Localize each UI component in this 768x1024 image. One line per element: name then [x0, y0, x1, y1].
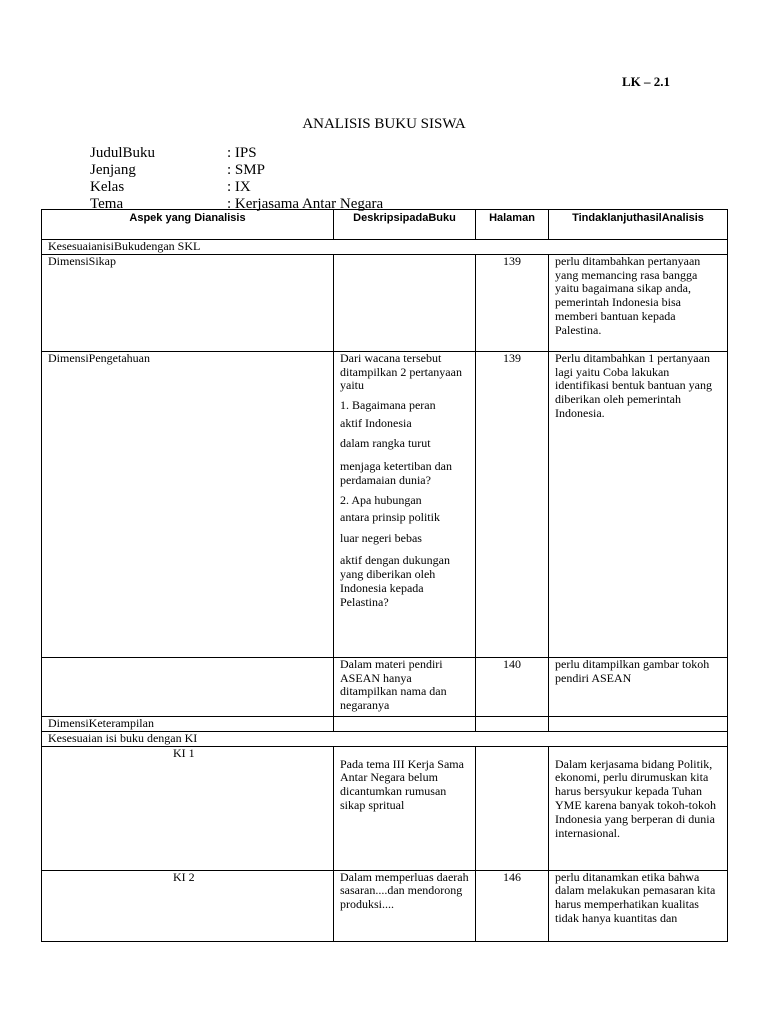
- info-label: Tema: [90, 196, 124, 212]
- table-header-row: [42, 210, 728, 240]
- page-title: ANALISIS BUKU SISWA: [302, 116, 466, 132]
- info-row-class: [90, 179, 383, 196]
- section-label: KesesuaianisiBukudengan SKL: [42, 240, 728, 255]
- page-cell: 139: [476, 254, 549, 351]
- table-row: [42, 351, 728, 657]
- section-label: Kesesuaian isi buku dengan KI: [42, 731, 728, 746]
- aspect-cell: [42, 657, 334, 716]
- description-text: luar negeri bebas: [340, 530, 422, 545]
- section-row-ki: [42, 731, 728, 746]
- header-followup: TindaklanjuthasilAnalisis: [549, 210, 728, 240]
- info-value: : SMP: [227, 162, 265, 178]
- description-cell: Pada tema III Kerja Sama Antar Negara belum dicantumkan rumusan sikap spritual: [334, 746, 476, 870]
- info-row-title: [90, 145, 383, 162]
- analysis-table: [41, 209, 728, 942]
- description-cell: [334, 254, 476, 351]
- aspect-cell: KI 2: [42, 870, 334, 941]
- page-cell: [476, 746, 549, 870]
- aspect-cell: DimensiPengetahuan: [42, 351, 334, 657]
- book-info: [90, 145, 383, 213]
- info-label: Jenjang: [90, 162, 136, 178]
- description-text: aktif Indonesia: [340, 415, 412, 430]
- description-cell: [334, 716, 476, 731]
- followup-cell: perlu ditanamkan etika bahwa dalam melakukan pemasaran kita harus memperhatikan kualitas tidak hanya kuantitas dan: [549, 870, 728, 941]
- info-value: : Kerjasama Antar Negara: [227, 196, 384, 212]
- followup-cell: Dalam kerjasama bidang Politik, ekonomi, perlu dirumuskan kita harus bersyukur kepada Tuhan YME karena banyak tokoh-tokoh Indonesia yang berperan di dunia internasional.: [549, 746, 728, 870]
- table-row: [42, 746, 728, 870]
- description-cell: Dalam memperluas daerah sasaran....dan mendorong produksi....: [334, 870, 476, 941]
- info-label: JudulBuku: [90, 145, 156, 161]
- description-cell: [334, 351, 476, 657]
- aspect-cell: DimensiKeterampilan: [42, 716, 334, 731]
- info-value: : IPS: [227, 145, 257, 161]
- description-text: 1. Bagaimana peran: [340, 398, 436, 413]
- info-label: Kelas: [90, 179, 125, 195]
- description-text: dalam rangka turut: [340, 436, 431, 451]
- info-row-level: [90, 162, 383, 179]
- info-value: : IX: [227, 179, 251, 195]
- page-cell: 140: [476, 657, 549, 716]
- description-cell: Dalam materi pendiri ASEAN hanya ditampilkan nama dan negaranya: [334, 657, 476, 716]
- description-text: antara prinsip politik: [340, 510, 440, 525]
- page-cell: 139: [476, 351, 549, 657]
- header-description: DeskripsipadaBuku: [334, 210, 476, 240]
- description-text: Dari wacana tersebut ditampilkan 2 pertanyaan yaitu: [340, 350, 462, 393]
- description-text: 2. Apa hubungan: [340, 492, 422, 507]
- document-code: LK – 2.1: [622, 74, 671, 89]
- page-cell: 146: [476, 870, 549, 941]
- followup-cell: perlu ditambahkan pertanyaan yang memancing rasa bangga yaitu bagaimana sikap anda, pemerintah Indonesia bisa memberi bantuan kepada Palestina.: [549, 254, 728, 351]
- description-text: menjaga ketertiban dan perdamaian dunia?: [340, 458, 452, 487]
- section-row-skl: [42, 240, 728, 255]
- aspect-cell: DimensiSikap: [42, 254, 334, 351]
- description-text: aktif dengan dukungan yang diberikan oleh Indonesia kepada Pelastina?: [340, 553, 450, 609]
- followup-cell: perlu ditampilkan gambar tokoh pendiri ASEAN: [549, 657, 728, 716]
- followup-cell: [549, 716, 728, 731]
- page-cell: [476, 716, 549, 731]
- followup-cell: Perlu ditambahkan 1 pertanyaan lagi yaitu Coba lakukan identifikasi bentuk bantuan yang diberikan oleh pemerintah Indonesia.: [549, 351, 728, 657]
- aspect-cell: KI 1: [42, 746, 334, 870]
- table-row: [42, 254, 728, 351]
- header-page: Halaman: [476, 210, 549, 240]
- table-row: [42, 870, 728, 941]
- table-row: [42, 657, 728, 716]
- header-aspect: Aspek yang Dianalisis: [42, 210, 334, 240]
- table-row: [42, 716, 728, 731]
